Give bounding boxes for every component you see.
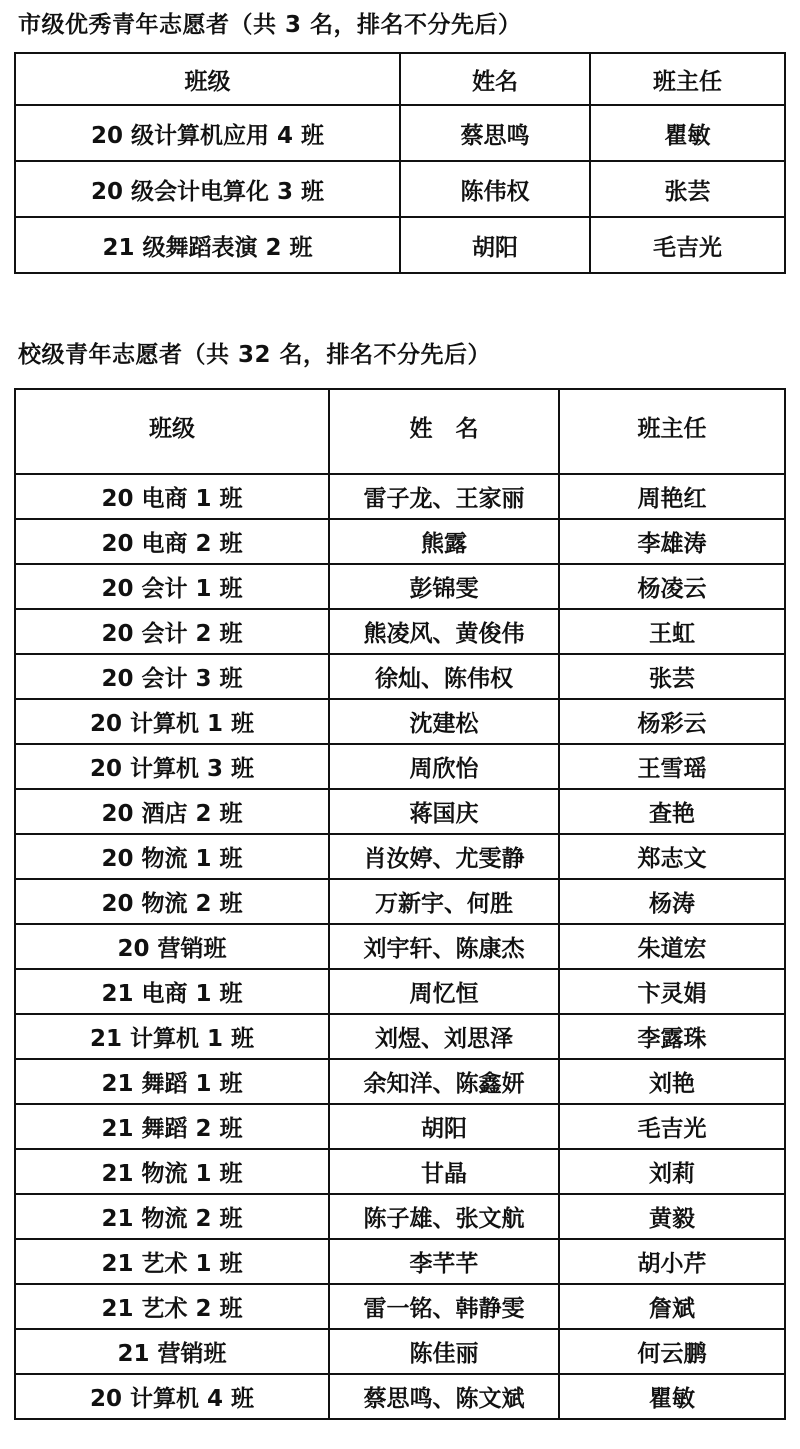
- teacher-cell: 张芸: [559, 654, 785, 699]
- table-row: [15, 654, 785, 699]
- table-row: [15, 564, 785, 609]
- teacher-cell: 瞿敏: [559, 1374, 785, 1419]
- teacher-cell: 胡小芹: [559, 1239, 785, 1284]
- table-row: [15, 1149, 785, 1194]
- name-cell: 刘煜、刘思泽: [329, 1014, 559, 1059]
- name-cell: 肖汝婷、尤雯静: [329, 834, 559, 879]
- class-cell: 20 营销班: [15, 924, 329, 969]
- class-cell: 20 会计 1 班: [15, 564, 329, 609]
- teacher-cell: 李雄涛: [559, 519, 785, 564]
- class-cell: 21 舞蹈 2 班: [15, 1104, 329, 1149]
- class-cell: 21 级舞蹈表演 2 班: [15, 217, 400, 273]
- table-row: [15, 105, 785, 161]
- class-cell: 21 营销班: [15, 1329, 329, 1374]
- name-cell: 沈建松: [329, 699, 559, 744]
- name-cell: 胡阳: [400, 217, 590, 273]
- table-row: [15, 1329, 785, 1374]
- teacher-cell: 查艳: [559, 789, 785, 834]
- name-cell: 李芊芊: [329, 1239, 559, 1284]
- header-teacher: 班主任: [590, 53, 785, 105]
- section-title-city: 市级优秀青年志愿者（共 3 名，排名不分先后）: [18, 12, 522, 38]
- table-row: [15, 699, 785, 744]
- teacher-cell: 朱道宏: [559, 924, 785, 969]
- table-row: [15, 217, 785, 273]
- class-cell: 20 物流 1 班: [15, 834, 329, 879]
- class-cell: 20 级计算机应用 4 班: [15, 105, 400, 161]
- name-cell: 蔡思鸣: [400, 105, 590, 161]
- class-cell: 20 计算机 4 班: [15, 1374, 329, 1419]
- class-cell: 21 物流 1 班: [15, 1149, 329, 1194]
- teacher-cell: 郑志文: [559, 834, 785, 879]
- table-header-row: [15, 53, 785, 105]
- name-cell: 蔡思鸣、陈文斌: [329, 1374, 559, 1419]
- name-cell: 蒋国庆: [329, 789, 559, 834]
- class-cell: 20 酒店 2 班: [15, 789, 329, 834]
- name-cell: 刘宇轩、陈康杰: [329, 924, 559, 969]
- table-header-row: [15, 389, 785, 474]
- header-name: 姓名: [400, 53, 590, 105]
- table-row: [15, 519, 785, 564]
- teacher-cell: 黄毅: [559, 1194, 785, 1239]
- name-cell: 陈子雄、张文航: [329, 1194, 559, 1239]
- header-class: 班级: [15, 53, 400, 105]
- name-cell: 余知洋、陈鑫妍: [329, 1059, 559, 1104]
- table-row: [15, 744, 785, 789]
- class-cell: 21 艺术 1 班: [15, 1239, 329, 1284]
- teacher-cell: 杨涛: [559, 879, 785, 924]
- table-row: [15, 609, 785, 654]
- header-name: 姓 名: [329, 389, 559, 474]
- table-row: [15, 474, 785, 519]
- class-cell: 21 舞蹈 1 班: [15, 1059, 329, 1104]
- table-row: [15, 1104, 785, 1149]
- header-teacher: 班主任: [559, 389, 785, 474]
- teacher-cell: 刘莉: [559, 1149, 785, 1194]
- class-cell: 21 艺术 2 班: [15, 1284, 329, 1329]
- class-cell: 20 电商 1 班: [15, 474, 329, 519]
- table-row: [15, 1374, 785, 1419]
- teacher-cell: 张芸: [590, 161, 785, 217]
- teacher-cell: 王雪瑶: [559, 744, 785, 789]
- class-cell: 20 会计 3 班: [15, 654, 329, 699]
- section-title-school: 校级青年志愿者（共 32 名，排名不分先后）: [18, 342, 492, 368]
- name-cell: 雷一铭、韩静雯: [329, 1284, 559, 1329]
- teacher-cell: 杨彩云: [559, 699, 785, 744]
- table-row: [15, 1284, 785, 1329]
- teacher-cell: 毛吉光: [590, 217, 785, 273]
- table-row: [15, 924, 785, 969]
- city-volunteers-table: [14, 52, 786, 274]
- name-cell: 陈伟权: [400, 161, 590, 217]
- name-cell: 万新宇、何胜: [329, 879, 559, 924]
- table-row: [15, 789, 785, 834]
- name-cell: 熊凌风、黄俊伟: [329, 609, 559, 654]
- name-cell: 熊露: [329, 519, 559, 564]
- table-row: [15, 1194, 785, 1239]
- table-row: [15, 969, 785, 1014]
- teacher-cell: 周艳红: [559, 474, 785, 519]
- teacher-cell: 詹斌: [559, 1284, 785, 1329]
- table-row: [15, 1239, 785, 1284]
- school-volunteers-table: [14, 388, 786, 1420]
- class-cell: 20 会计 2 班: [15, 609, 329, 654]
- name-cell: 甘晶: [329, 1149, 559, 1194]
- class-cell: 20 电商 2 班: [15, 519, 329, 564]
- class-cell: 20 计算机 1 班: [15, 699, 329, 744]
- name-cell: 徐灿、陈伟权: [329, 654, 559, 699]
- table-row: [15, 1014, 785, 1059]
- teacher-cell: 瞿敏: [590, 105, 785, 161]
- teacher-cell: 卞灵娟: [559, 969, 785, 1014]
- table-row: [15, 879, 785, 924]
- name-cell: 周忆恒: [329, 969, 559, 1014]
- class-cell: 21 物流 2 班: [15, 1194, 329, 1239]
- class-cell: 20 级会计电算化 3 班: [15, 161, 400, 217]
- name-cell: 陈佳丽: [329, 1329, 559, 1374]
- class-cell: 21 计算机 1 班: [15, 1014, 329, 1059]
- name-cell: 周欣怡: [329, 744, 559, 789]
- class-cell: 20 计算机 3 班: [15, 744, 329, 789]
- name-cell: 雷子龙、王家丽: [329, 474, 559, 519]
- table-row: [15, 834, 785, 879]
- teacher-cell: 王虹: [559, 609, 785, 654]
- teacher-cell: 刘艳: [559, 1059, 785, 1104]
- teacher-cell: 何云鹏: [559, 1329, 785, 1374]
- teacher-cell: 毛吉光: [559, 1104, 785, 1149]
- teacher-cell: 杨凌云: [559, 564, 785, 609]
- teacher-cell: 李露珠: [559, 1014, 785, 1059]
- header-class: 班级: [15, 389, 329, 474]
- table-row: [15, 1059, 785, 1104]
- name-cell: 彭锦雯: [329, 564, 559, 609]
- class-cell: 20 物流 2 班: [15, 879, 329, 924]
- class-cell: 21 电商 1 班: [15, 969, 329, 1014]
- table-row: [15, 161, 785, 217]
- name-cell: 胡阳: [329, 1104, 559, 1149]
